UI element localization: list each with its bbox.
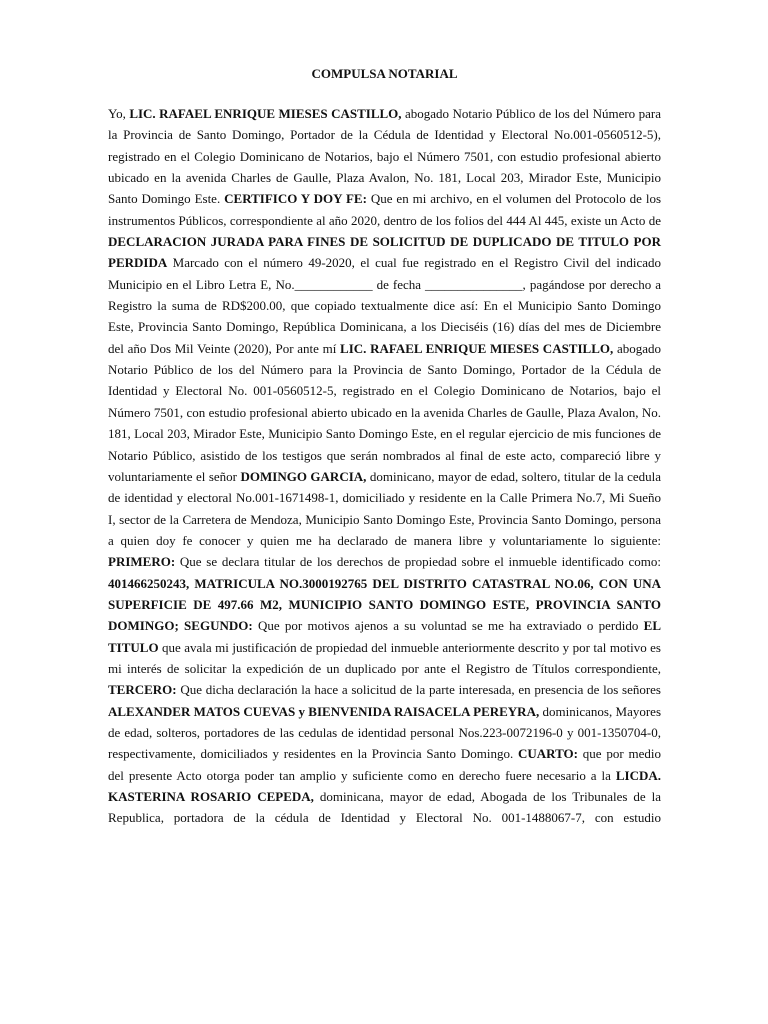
text-segment: dominicano, mayor de edad, soltero, titular de la cedula de identidad y electoral No.001-1671498-1, domiciliado y residente en la Calle Primera No.7, Mi Sueño I, sector de la Carretera de Mendoza, Municipio Santo Domingo Este, Provincia Santo Domingo, persona a quien doy fe conocer y quien me ha declarado de manera libre y voluntariamente lo siguiente: bbox=[108, 468, 662, 548]
text-segment: Que se declara titular de los derechos de propiedad sobre el inmueble identificado como: bbox=[175, 554, 661, 570]
document-page bbox=[108, 64, 661, 829]
bold-text-segment: LICDA. KASTERINA ROSARIO CEPEDA, bbox=[108, 767, 661, 804]
text-segment: abogado Notario Público de los del Número para la Provincia de Santo Domingo, Portador de la Cédula de Identidad y Electoral No.001-0560512-5), registrado en el Colegio Dominicano de Notarios, bajo el Número 7501, con estudio profesional abierto ubicado en la avenida Charles de Gaulle, Plaza Avalon, No. 181, Local 203, Mirador Este, Municipio Santo Domingo Este. bbox=[108, 106, 662, 207]
bold-text-segment: TERCERO: bbox=[108, 682, 177, 698]
bold-text-segment: PRIMERO: bbox=[108, 554, 176, 570]
bold-text-segment: DECLARACION JURADA PARA FINES DE SOLICITUD DE DUPLICADO DE TITULO POR PERDIDA bbox=[108, 234, 661, 271]
text-segment: Marcado con el número 49-2020, el cual fue registrado en el Registro Civil del indicado Municipio en el Libro Letra E, No.____________ de fecha _______________, pagándose por derecho a Registro la suma de RD$200.00, que copiado textualmente dice así: En el Municipio Santo Domingo Este, Provincia Santo Domingo, República Dominicana, a los Dieciséis (16) días del mes de Diciembre del año Dos Mil Veinte (2020), Por ante mí bbox=[108, 255, 661, 356]
bold-text-segment: EL TITULO bbox=[108, 618, 661, 655]
text-segment: abogado Notario Público de los del Número para la Provincia de Santo Domingo, Portador de la Cédula de Identidad y Electoral No. 001-0560512-5, registrado en el Colegio Dominicano de Notarios, bajo el Número 7501, con estudio profesional abierto ubicado en la avenida Charles de Gaulle, Plaza Avalon, No. 181, Local 203, Mirador Este, Municipio Santo Domingo Este, en el regular ejercicio de mis funciones de Notario Público, asistido de los testigos que serán nombrados al final de este acto, compareció libre y voluntariamente el señor bbox=[108, 340, 661, 484]
text-segment: Yo, bbox=[108, 106, 130, 121]
text-segment: dominicana, mayor de edad, Abogada de los Tribunales de la Republica, portadora de la cédula de Identidad y Electoral No. 001-1488067-7, con estudio bbox=[108, 789, 662, 826]
bold-text-segment: LIC. RAFAEL ENRIQUE MIESES CASTILLO, bbox=[129, 106, 402, 121]
text-segment: Que dicha declaración la hace a solicitud de la parte interesada, en presencia de los señores bbox=[176, 682, 661, 698]
bold-text-segment: ALEXANDER MATOS CUEVAS y BIENVENIDA RAISACELA PEREYRA, bbox=[108, 703, 540, 719]
bold-text-segment: 401466250243, MATRICULA NO.3000192765 DEL DISTRITO CATASTRAL NO.06, CON UNA SUPERFICIE DE 497.66 M2, MUNICIPIO SANTO DOMINGO ESTE, PROVINCIA SANTO DOMINGO; SEGUNDO: bbox=[108, 575, 661, 634]
bold-text-segment: LIC. RAFAEL ENRIQUE MIESES CASTILLO, bbox=[340, 340, 614, 356]
text-segment: Que en mi archivo, en el volumen del Protocolo de los instrumentos Públicos, correspondiente al año 2020, dentro de los folios del 444 Al 445, existe un Acto de bbox=[108, 191, 662, 228]
text-segment: que por medio del presente Acto otorga poder tan amplio y suficiente como en derecho fuere necesario a la bbox=[108, 746, 661, 783]
bold-text-segment: CUARTO: bbox=[518, 746, 578, 762]
document-title: COMPULSA NOTARIAL bbox=[311, 66, 458, 81]
text-segment: Que por motivos ajenos a su voluntad se me ha extraviado o perdido bbox=[252, 618, 644, 634]
text-segment: dominicanos, Mayores de edad, solteros, portadores de las cedulas de identidad personal Nos.223-0072196-0 y 001-1350704-0, respectivamente, domiciliados y residentes en la Provincia Santo Domingo. bbox=[108, 703, 661, 762]
document-body bbox=[108, 103, 661, 829]
bold-text-segment: DOMINGO GARCIA, bbox=[240, 468, 367, 484]
text-segment: que avala mi justificación de propiedad del inmueble anteriormente descrito y por tal motivo es mi interés de solicitar la expedición de un duplicado por ante el Registro de Títulos correspondiente, bbox=[108, 639, 661, 676]
bold-text-segment: CERTIFICO Y DOY FE: bbox=[224, 191, 367, 207]
